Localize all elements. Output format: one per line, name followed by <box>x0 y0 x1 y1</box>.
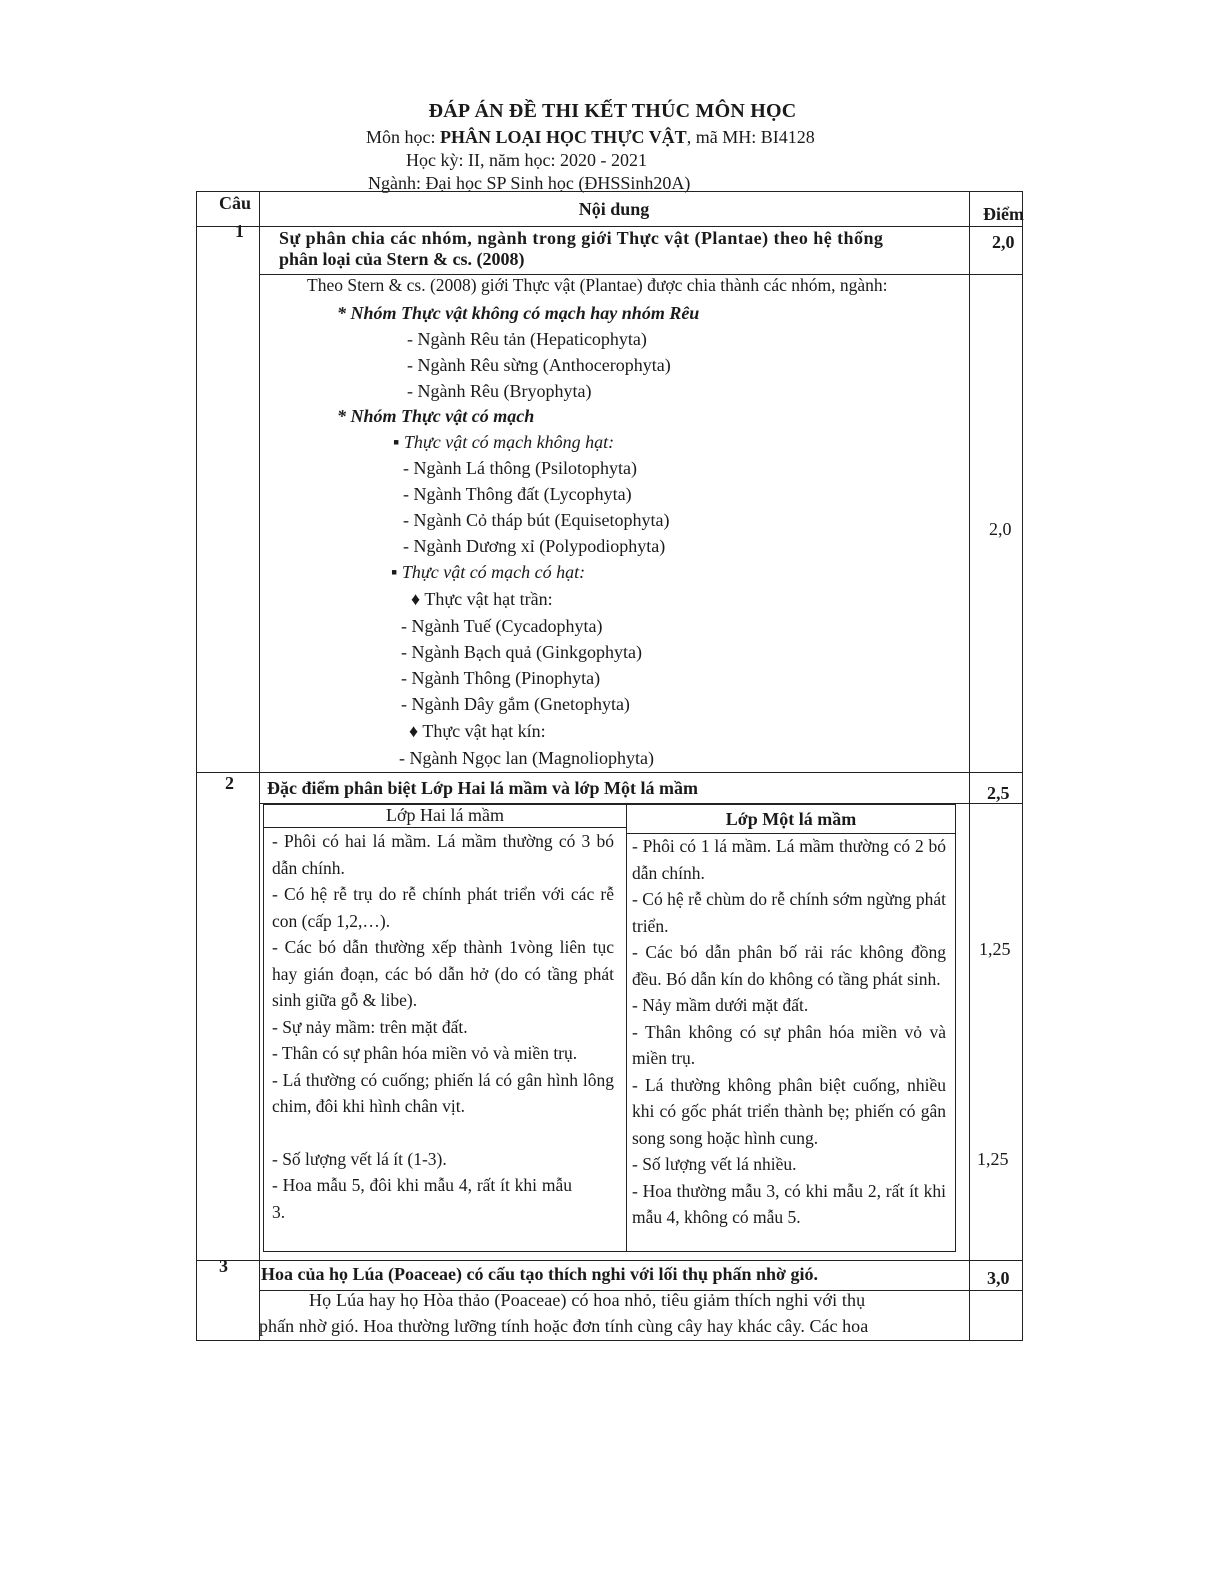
q3-title: Hoa của họ Lúa (Poaceae) có cấu tạo thích nghi với lối thụ phấn nhờ gió. <box>261 1264 818 1284</box>
q1-seedless-item: - Ngành Cỏ tháp bút (Equisetophyta) <box>403 510 670 530</box>
q1-total-score: 2,0 <box>992 232 1015 252</box>
subject-prefix: Môn học: <box>366 127 440 147</box>
monocot-column <box>632 833 946 1231</box>
monocot-item: - Số lượng vết lá nhiều. <box>632 1154 797 1174</box>
q1-g1-item: - Ngành Rêu tản (Hepaticophyta) <box>407 329 647 349</box>
q1-end-divider <box>197 772 1022 773</box>
q1-angiosperm-heading: ♦ Thực vật hạt kín: <box>409 721 546 741</box>
term-line: Học kỳ: II, năm học: 2020 - 2021 <box>406 150 647 170</box>
monocot-header: Lớp Một lá mầm <box>725 809 857 829</box>
subject-name: PHÂN LOẠI HỌC THỰC VẬT <box>440 127 687 147</box>
dicot-item: - Lá thường có cuống; phiến lá có gân hình lông chim, đôi khi hình chân vịt. <box>272 1069 614 1116</box>
q1-sub-seed: ▪ Thực vật có mạch có hạt: <box>391 562 586 582</box>
dicot-item: - Các bó dẫn thường xếp thành 1vòng liên tục hay gián đoạn, các bó dẫn hở (do có tầng phát sinh giữa gỗ & libe). <box>272 937 614 1010</box>
q2-score-a: 1,25 <box>979 939 1011 959</box>
q1-title-line2: phân loại của Stern & cs. (2008) <box>279 249 525 269</box>
dicot-item: - Hoa mẫu 5, đôi khi mẫu 4, rất ít khi mẫu 3. <box>272 1175 572 1222</box>
monocot-item: - Thân không có sự phân hóa miền vỏ và miền trụ. <box>632 1021 946 1068</box>
header-content: Nội dung <box>578 199 650 219</box>
q1-gymno-item: - Ngành Thông (Pinophyta) <box>401 668 601 688</box>
q2-title: Đặc điểm phân biệt Lớp Hai lá mầm và lớp Một lá mầm <box>267 778 698 798</box>
dicot-item: - Thân có sự phân hóa miền vỏ và miền trụ. <box>272 1043 578 1063</box>
q3-body-line1: Họ Lúa hay họ Hòa thảo (Poaceae) có hoa nhỏ, tiêu giảm thích nghi với thụ <box>309 1290 866 1310</box>
major-line: Ngành: Đại học SP Sinh học (ĐHSSinh20A) <box>368 173 691 193</box>
q1-seedless-item: - Ngành Dương xỉ (Polypodiophyta) <box>403 536 666 556</box>
q1-g1-item: - Ngành Rêu sừng (Anthocerophyta) <box>407 355 671 375</box>
q2-end-divider <box>197 1260 1022 1261</box>
answer-table <box>196 191 1023 1341</box>
q3-number: 3 <box>219 1256 228 1276</box>
q1-number: 1 <box>235 221 244 241</box>
q1-gymno-item: - Ngành Bạch quả (Ginkgophyta) <box>401 642 642 662</box>
col-divider-question <box>259 192 260 1340</box>
q2-total-score: 2,5 <box>987 783 1010 803</box>
dicot-header: Lớp Hai lá mầm <box>386 805 504 825</box>
q1-seedless-item: - Ngành Thông đất (Lycophyta) <box>403 484 632 504</box>
dicot-item: - Có hệ rễ trụ do rễ chính phát triển với các rễ con (cấp 1,2,…). <box>272 884 614 931</box>
comparison-table <box>263 804 956 1252</box>
monocot-item: - Các bó dẫn phân bố rải rác không đồng đều. Bó dẫn kín do không có tầng phát sinh. <box>632 942 946 989</box>
col-divider-score <box>969 192 970 1340</box>
q1-sub-seedless: ▪ Thực vật có mạch không hạt: <box>393 432 615 452</box>
subject-line <box>366 127 815 148</box>
q1-group-vascular: * Nhóm Thực vật có mạch <box>337 406 535 426</box>
header-row-divider <box>197 226 1022 227</box>
subject-code: , mã MH: BI4128 <box>686 127 815 147</box>
q1-sub-score: 2,0 <box>989 519 1012 539</box>
comparison-col-divider <box>626 805 627 1251</box>
monocot-item: - Phôi có 1 lá mầm. Lá mầm thường có 2 bó dẫn chính. <box>632 836 946 883</box>
q1-gymnosperm-heading: ♦ Thực vật hạt trần: <box>411 589 553 609</box>
dicot-item: - Sự nảy mầm: trên mặt đất. <box>272 1016 468 1037</box>
q1-angio-item: - Ngành Ngọc lan (Magnoliophyta) <box>399 748 654 768</box>
q3-body-line2: phấn nhờ gió. Hoa thường lưỡng tính hoặc đơn tính cùng cây hay khác cây. Các hoa <box>259 1316 869 1336</box>
monocot-item: - Hoa thường mẫu 3, có khi mẫu 2, rất ít khi mẫu 4, không có mẫu 5. <box>632 1180 946 1227</box>
header-score: Điểm <box>983 204 1024 224</box>
q1-title-line1: Sự phân chia các nhóm, ngành trong giới Thực vật (Plantae) theo hệ thống <box>279 228 884 248</box>
monocot-item: - Có hệ rễ chùm do rễ chính sớm ngừng phát triển. <box>632 889 946 936</box>
dicot-item: - Phôi có hai lá mầm. Lá mầm thường có 3 bó dẫn chính. <box>272 831 614 878</box>
q1-group-nonvascular: * Nhóm Thực vật không có mạch hay nhóm Rêu <box>337 303 700 323</box>
q3-total-score: 3,0 <box>987 1268 1010 1288</box>
dicot-item: - Số lượng vết lá ít (1-3). <box>272 1148 447 1169</box>
header-question: Câu <box>219 193 252 213</box>
document-title: ĐÁP ÁN ĐỀ THI KẾT THÚC MÔN HỌC <box>428 100 797 122</box>
monocot-item: - Nảy mầm dưới mặt đất. <box>632 995 809 1015</box>
q2-number: 2 <box>225 773 234 793</box>
q1-intro: Theo Stern & cs. (2008) giới Thực vật (Plantae) được chia thành các nhóm, ngành: <box>307 275 888 295</box>
dicot-column <box>272 828 614 1225</box>
q2-score-b: 1,25 <box>977 1149 1009 1169</box>
q1-g1-item: - Ngành Rêu (Bryophyta) <box>407 381 592 401</box>
monocot-item: - Lá thường không phân biệt cuống, nhiều khi có gốc phát triển thành bẹ; phiến có gân song song hoặc hình cung. <box>632 1074 946 1148</box>
q1-gymno-item: - Ngành Tuế (Cycadophyta) <box>401 616 603 636</box>
q1-seedless-item: - Ngành Lá thông (Psilotophyta) <box>403 458 637 478</box>
q1-gymno-item: - Ngành Dây gắm (Gnetophyta) <box>401 694 630 714</box>
